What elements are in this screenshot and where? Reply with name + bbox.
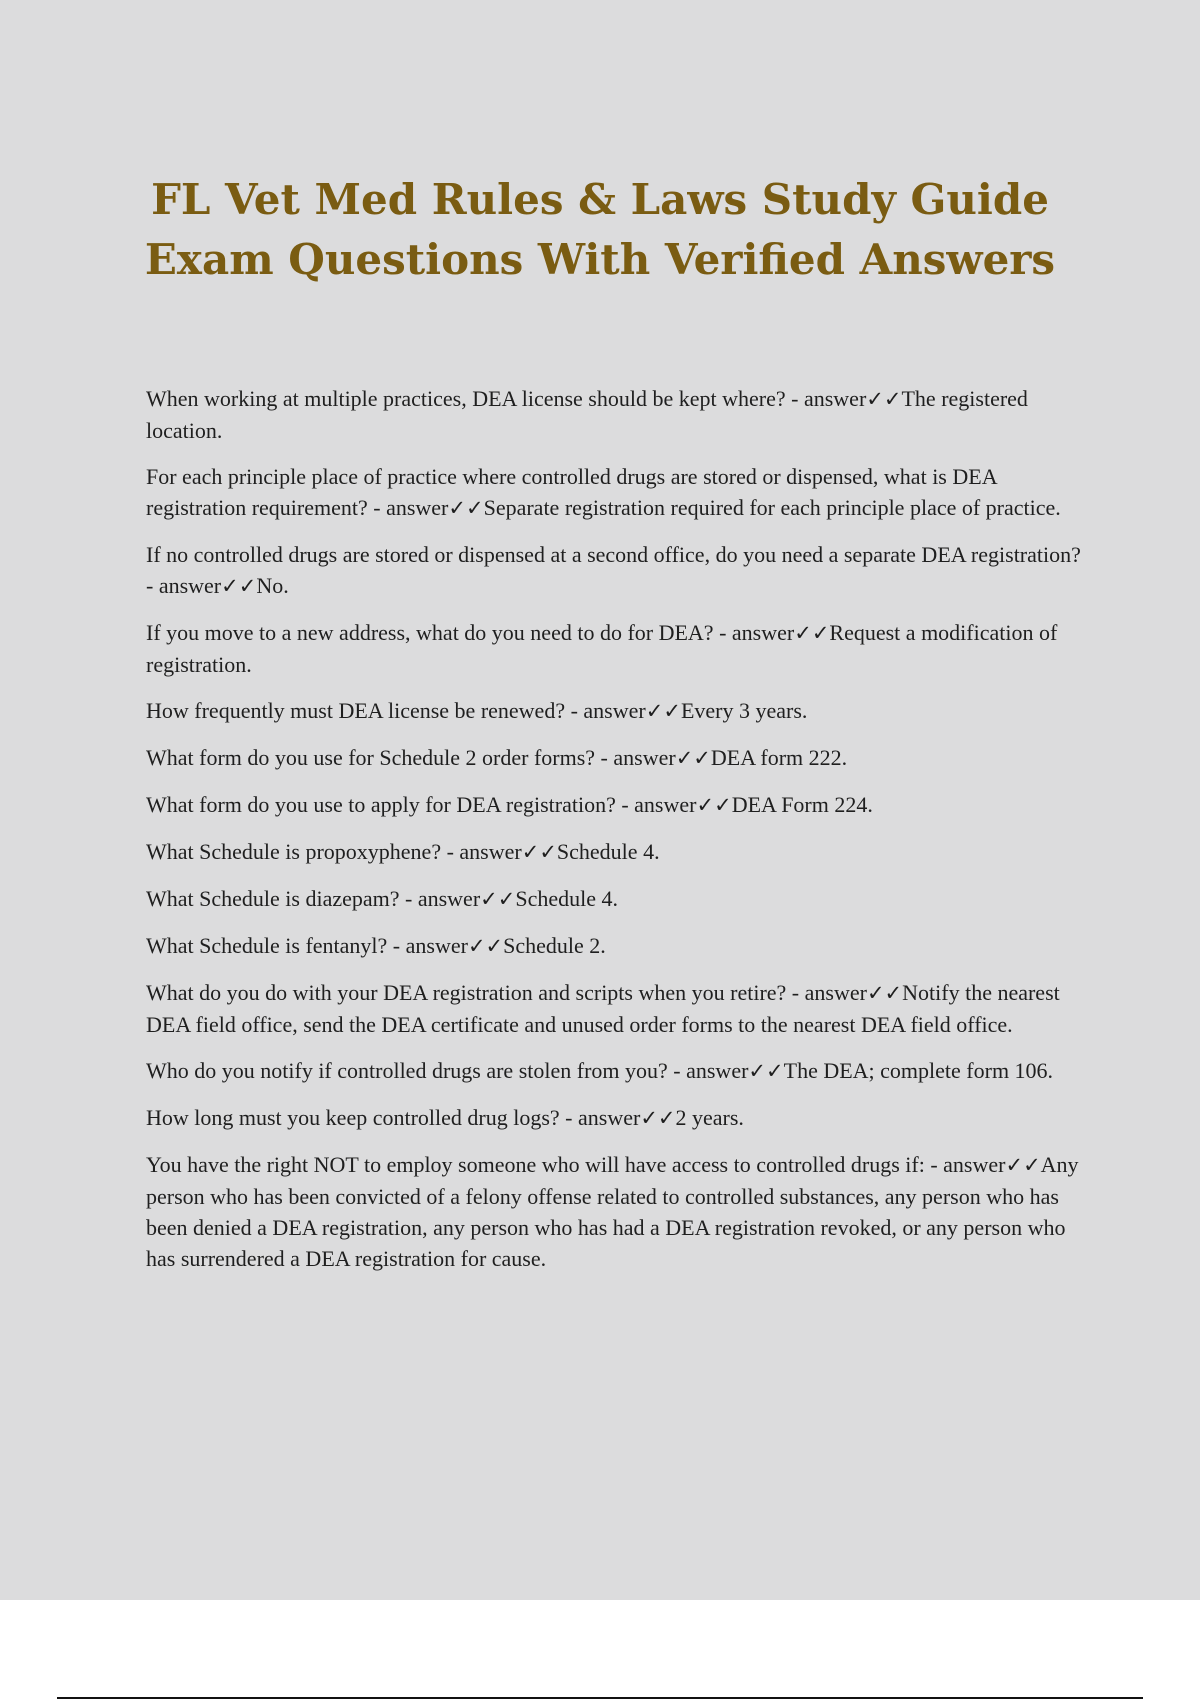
question-text: How long must you keep controlled drug logs? - (146, 1105, 578, 1130)
answer-text: Schedule 2. (503, 933, 606, 958)
answer-marker: answer (731, 620, 795, 645)
answer-text: 2 years. (675, 1105, 744, 1130)
qa-item (146, 883, 1086, 915)
double-check-icon: ✓✓ (866, 981, 903, 1005)
qa-item (146, 461, 1086, 524)
answer-marker: answer (459, 839, 522, 864)
qa-item (146, 539, 1086, 602)
question-text: If you move to a new address, what do you need to do for DEA? - (146, 620, 732, 645)
question-text: What Schedule is propoxyphene? - (146, 839, 460, 864)
answer-text: No. (256, 573, 289, 598)
answer-text: Schedule 4. (515, 886, 619, 911)
qa-item (146, 836, 1086, 868)
question-text: What do you do with your DEA registration and scripts when you retire? - (146, 980, 805, 1005)
double-check-icon: ✓✓ (645, 699, 681, 723)
answer-text: Notify the nearest DEA field office, send the DEA certificate and unused order forms to the nearest DEA field office. (146, 980, 1060, 1037)
question-text: For each principle place of practice where controlled drugs are stored or dispensed, what is DEA registration requirement? - (146, 464, 997, 520)
answer-marker: answer (583, 698, 646, 723)
qa-item (146, 695, 1086, 727)
answer-text: Any person who has been convicted of a felony offense related to controlled substances, any person who has been denied a DEA registration, any person who has had a DEA registration revoked, or any person who has surrendered a DEA registration for cause. (146, 1152, 1079, 1271)
answer-text: Request a modification of registration. (146, 620, 1058, 677)
question-text: If no controlled drugs are stored or dispensed at a second office, do you need a separate DEA registration? - (146, 542, 1081, 598)
question-text: What Schedule is diazepam? - (146, 886, 418, 911)
answer-marker: answer (417, 886, 481, 911)
answer-text: DEA form 222. (710, 745, 848, 770)
double-check-icon: ✓✓ (448, 496, 484, 520)
qa-item (146, 1149, 1086, 1274)
double-check-icon: ✓✓ (748, 1059, 784, 1083)
answer-marker: answer (634, 792, 697, 817)
answer-marker: answer (613, 745, 676, 770)
question-text: Who do you notify if controlled drugs are stolen from you? - (146, 1058, 687, 1083)
answer-marker: answer (803, 386, 867, 411)
answer-marker: answer (405, 933, 468, 958)
title-line-2: Exam Questions With Verified Answers (144, 235, 1056, 284)
document-title (0, 170, 1200, 290)
question-text: What Schedule is fentanyl? - (146, 933, 406, 958)
answer-marker: answer (804, 980, 867, 1005)
answer-marker: answer (686, 1058, 749, 1083)
title-line-1: FL Vet Med Rules & Laws Study Guide (151, 175, 1049, 224)
footer-divider (57, 1697, 1143, 1699)
answer-text: DEA Form 224. (731, 792, 873, 817)
qa-item (146, 789, 1086, 821)
qa-item (146, 383, 1086, 446)
qa-item (146, 742, 1086, 774)
qa-item (146, 1055, 1086, 1087)
answer-marker: answer (943, 1152, 1006, 1177)
answer-text: Every 3 years. (680, 698, 808, 723)
answer-text: Separate registration required for each principle place of practice. (483, 495, 1061, 520)
double-check-icon: ✓✓ (521, 840, 557, 864)
question-text: What form do you use to apply for DEA registration? - (146, 792, 635, 817)
double-check-icon: ✓✓ (1005, 1153, 1041, 1177)
answer-marker: answer (386, 495, 449, 520)
double-check-icon: ✓✓ (696, 793, 732, 817)
double-check-icon: ✓✓ (467, 934, 504, 958)
qa-item (146, 977, 1086, 1040)
question-text: When working at multiple practices, DEA license should be kept where? - (146, 386, 804, 411)
qa-item (146, 1102, 1086, 1134)
question-text: How frequently must DEA license be renewed? - (146, 698, 584, 723)
double-check-icon: ✓✓ (866, 387, 902, 411)
answer-text: Schedule 4. (556, 839, 660, 864)
question-text: You have the right NOT to employ someone who will have access to controlled drugs if: - (146, 1152, 944, 1177)
double-check-icon: ✓✓ (480, 887, 516, 911)
answer-marker: answer (578, 1105, 641, 1130)
double-check-icon: ✓✓ (640, 1106, 676, 1130)
double-check-icon: ✓✓ (794, 621, 830, 645)
answer-marker: answer (158, 573, 222, 598)
qa-item (146, 617, 1086, 680)
question-answer-list (146, 383, 1086, 1289)
double-check-icon: ✓✓ (675, 746, 711, 770)
answer-text: The DEA; complete form 106. (783, 1058, 1054, 1083)
qa-item (146, 930, 1086, 962)
answer-text: The registered location. (146, 386, 1028, 443)
double-check-icon: ✓✓ (221, 574, 257, 598)
question-text: What form do you use for Schedule 2 order forms? - (146, 745, 614, 770)
